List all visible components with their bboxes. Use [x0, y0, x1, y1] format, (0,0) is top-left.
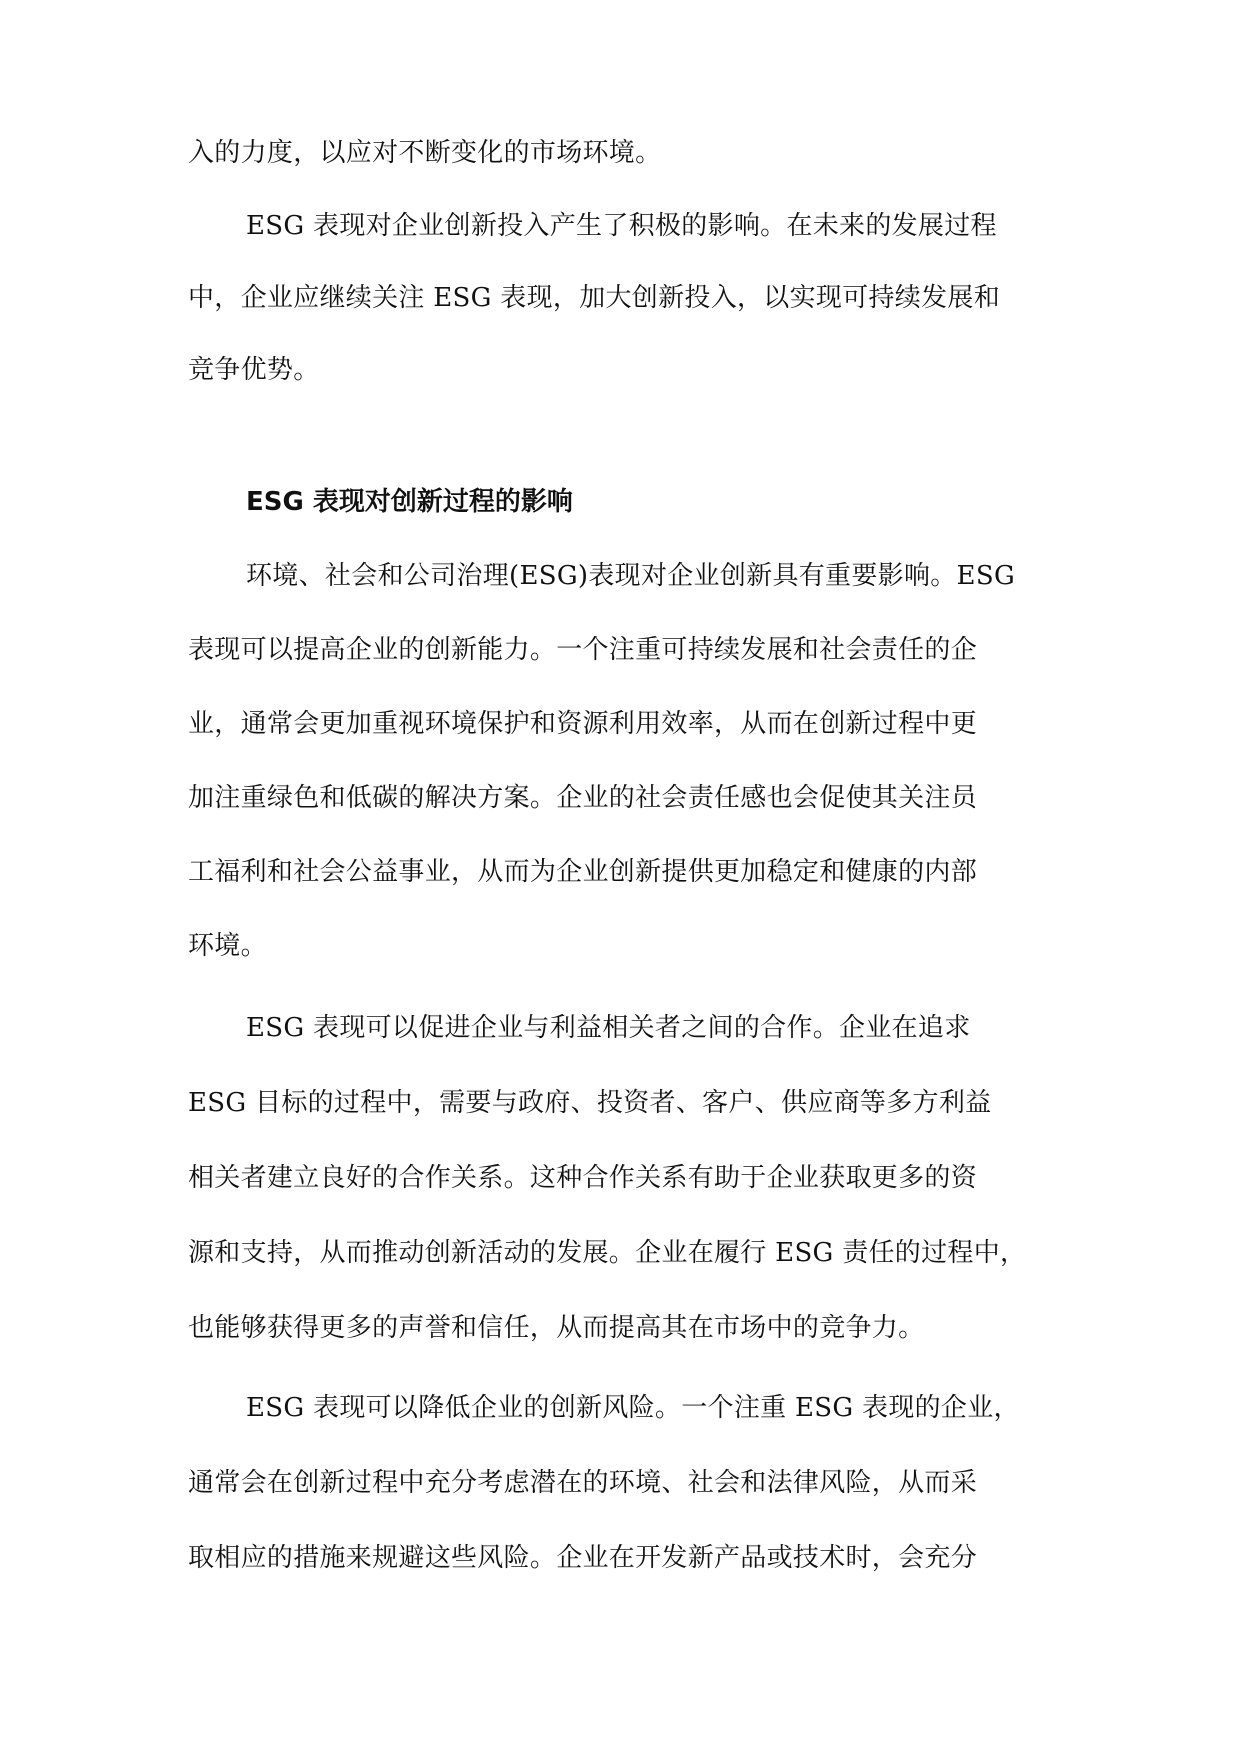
text-line: 加注重绿色和低碳的解决方案。企业的社会责任感也会促使其关注员: [188, 783, 978, 813]
text-line: 工福利和社会公益事业，从而为企业创新提供更加稳定和健康的内部: [188, 857, 978, 887]
text-line: ESG 表现对企业创新投入产生了积极的影响。在未来的发展过程: [246, 211, 997, 241]
text-line: ESG 表现可以促进企业与利益相关者之间的合作。企业在追求: [246, 1013, 971, 1043]
text-line: 中，企业应继续关注 ESG 表现，加大创新投入，以实现可持续发展和: [188, 283, 1000, 313]
text-line: 环境、社会和公司治理(ESG)表现对企业创新具有重要影响。ESG: [246, 561, 1016, 591]
text-line: 表现可以提高企业的创新能力。一个注重可持续发展和社会责任的企: [188, 635, 978, 665]
text-line: 竞争优势。: [188, 355, 320, 385]
section-heading: ESG 表现对创新过程的影响: [246, 487, 573, 517]
text-line: 源和支持，从而推动创新活动的发展。企业在履行 ESG 责任的过程中，: [188, 1238, 1027, 1268]
text-line: 也能够获得更多的声誉和信任，从而提高其在市场中的竞争力。: [188, 1313, 925, 1343]
text-line: 相关者建立良好的合作关系。这种合作关系有助于企业获取更多的资: [188, 1163, 978, 1193]
text-line: 业，通常会更加重视环境保护和资源利用效率，从而在创新过程中更: [188, 709, 978, 739]
text-line: ESG 表现可以降低企业的创新风险。一个注重 ESG 表现的企业，: [246, 1393, 1020, 1423]
text-line: 取相应的措施来规避这些风险。企业在开发新产品或技术时，会充分: [188, 1543, 978, 1573]
text-line: 入的力度，以应对不断变化的市场环境。: [188, 138, 662, 168]
text-line: 通常会在创新过程中充分考虑潜在的环境、社会和法律风险，从而采: [188, 1468, 978, 1498]
text-line: 环境。: [188, 931, 267, 961]
text-line: ESG 目标的过程中，需要与政府、投资者、客户、供应商等多方利益: [188, 1088, 992, 1118]
